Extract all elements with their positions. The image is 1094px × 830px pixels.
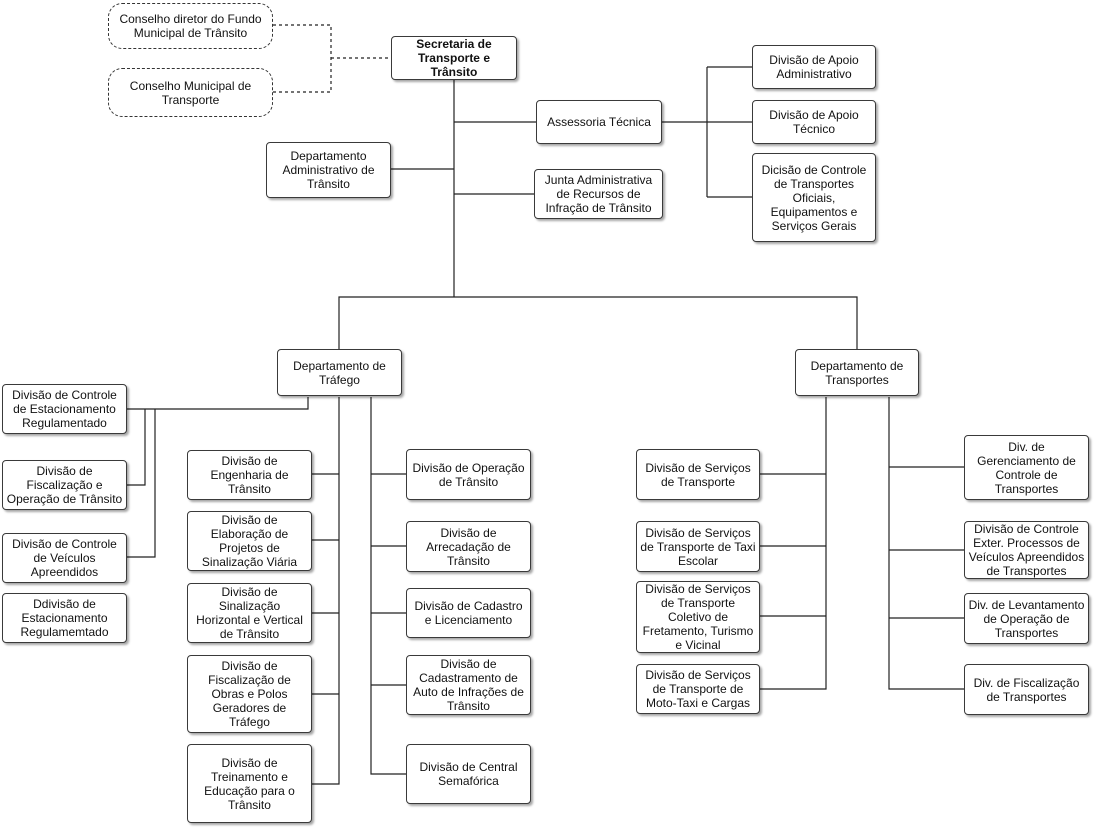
node-central-semaforica: Divisão de Central Semafórica (406, 744, 531, 804)
connector-fisc-oper (127, 409, 145, 485)
node-elaboracao-projetos: Divisão de Elaboração de Projetos de Sinalização Viária (187, 511, 312, 571)
connector-trafego-middle (312, 397, 339, 784)
connector-fundo (273, 25, 331, 92)
node-apoio-administrativo: Divisão de Apoio Administrativo (752, 45, 876, 89)
connector-departments (339, 297, 857, 349)
node-servicos-coletivo: Divisão de Serviços de Transporte Coletivo de Fretamento, Turismo e Vicinal (636, 581, 760, 653)
node-arrecadacao-transito: Divisão de Arrecadação de Trânsito (406, 521, 531, 572)
node-treinamento-educacao: Divisão de Treinamento e Educação para o Trânsito (187, 744, 312, 823)
connector-ctrl-veic (127, 409, 155, 557)
connector-trafego-right (371, 397, 406, 774)
node-gerenciamento-controle: Div. de Gerenciamento de Controle de Transportes (964, 435, 1089, 500)
node-fiscalizacao-operacao: Divisão de Fiscalização e Operação de Trânsito (2, 460, 127, 510)
node-cadastro-licenciamento: Divisão de Cadastro e Licenciamento (406, 588, 531, 638)
node-departamento-administrativo: Departamento Administrativo de Trânsito (266, 142, 391, 198)
connector-trafego-left (127, 397, 308, 409)
connector-transportes-right (889, 397, 964, 689)
node-conselho-municipal: Conselho Municipal de Transporte (108, 68, 273, 117)
node-controle-veiculos: Divisão de Controle de Veículos Apreendidos (2, 533, 127, 583)
node-levantamento-operacao: Div. de Levantamento de Operação de Transportes (964, 593, 1089, 644)
connector-transportes-left (760, 397, 826, 689)
node-fiscalizacao-transportes: Div. de Fiscalização de Transportes (964, 664, 1089, 715)
node-operacao-transito: Divisão de Operação de Trânsito (406, 449, 531, 500)
node-sinalizacao: Divisão de Sinalização Horizontal e Vertical de Trânsito (187, 583, 312, 643)
node-secretaria: Secretaria de Transporte e Trânsito (391, 36, 517, 80)
node-departamento-transportes: Departamento de Transportes (795, 349, 919, 396)
node-cadastramento-auto: Divisão de Cadastramento de Auto de Infrações de Trânsito (406, 655, 531, 715)
node-conselho-fundo: Conselho diretor do Fundo Municipal de Trânsito (108, 3, 273, 49)
node-engenharia-transito: Divisão de Engenharia de Trânsito (187, 450, 312, 500)
node-servicos-moto-taxi: Divisão de Serviços de Transporte de Moto-Taxi e Cargas (636, 664, 760, 714)
node-servicos-taxi-escolar: Divisão de Serviços de Transporte de Taxi Escolar (636, 521, 760, 572)
node-apoio-tecnico: Divisão de Apoio Técnico (752, 100, 876, 144)
node-junta-administrativa: Junta Administrativa de Recursos de Infração de Trânsito (534, 169, 663, 219)
node-controle-estacionamento: Divisão de Controle de Estacionamento Regulamentado (2, 384, 127, 434)
node-ddivisao-estacionamento: Ddivisão de Estacionamento Regulamemtado (2, 593, 127, 643)
node-fiscalizacao-obras: Divisão de Fiscalização de Obras e Polos Geradores de Tráfego (187, 655, 312, 733)
node-servicos-transporte: Divisão de Serviços de Transporte (636, 449, 760, 500)
node-controle-transportes-oficiais: Dicisão de Controle de Transportes Oficiais, Equipamentos e Serviços Gerais (752, 153, 876, 242)
node-assessoria-tecnica: Assessoria Técnica (536, 100, 662, 144)
node-controle-exter-processos: Divisão de Controle Exter. Processos de Veículos Apreendidos de Transportes (964, 521, 1089, 579)
node-departamento-trafego: Departamento de Tráfego (277, 349, 402, 396)
